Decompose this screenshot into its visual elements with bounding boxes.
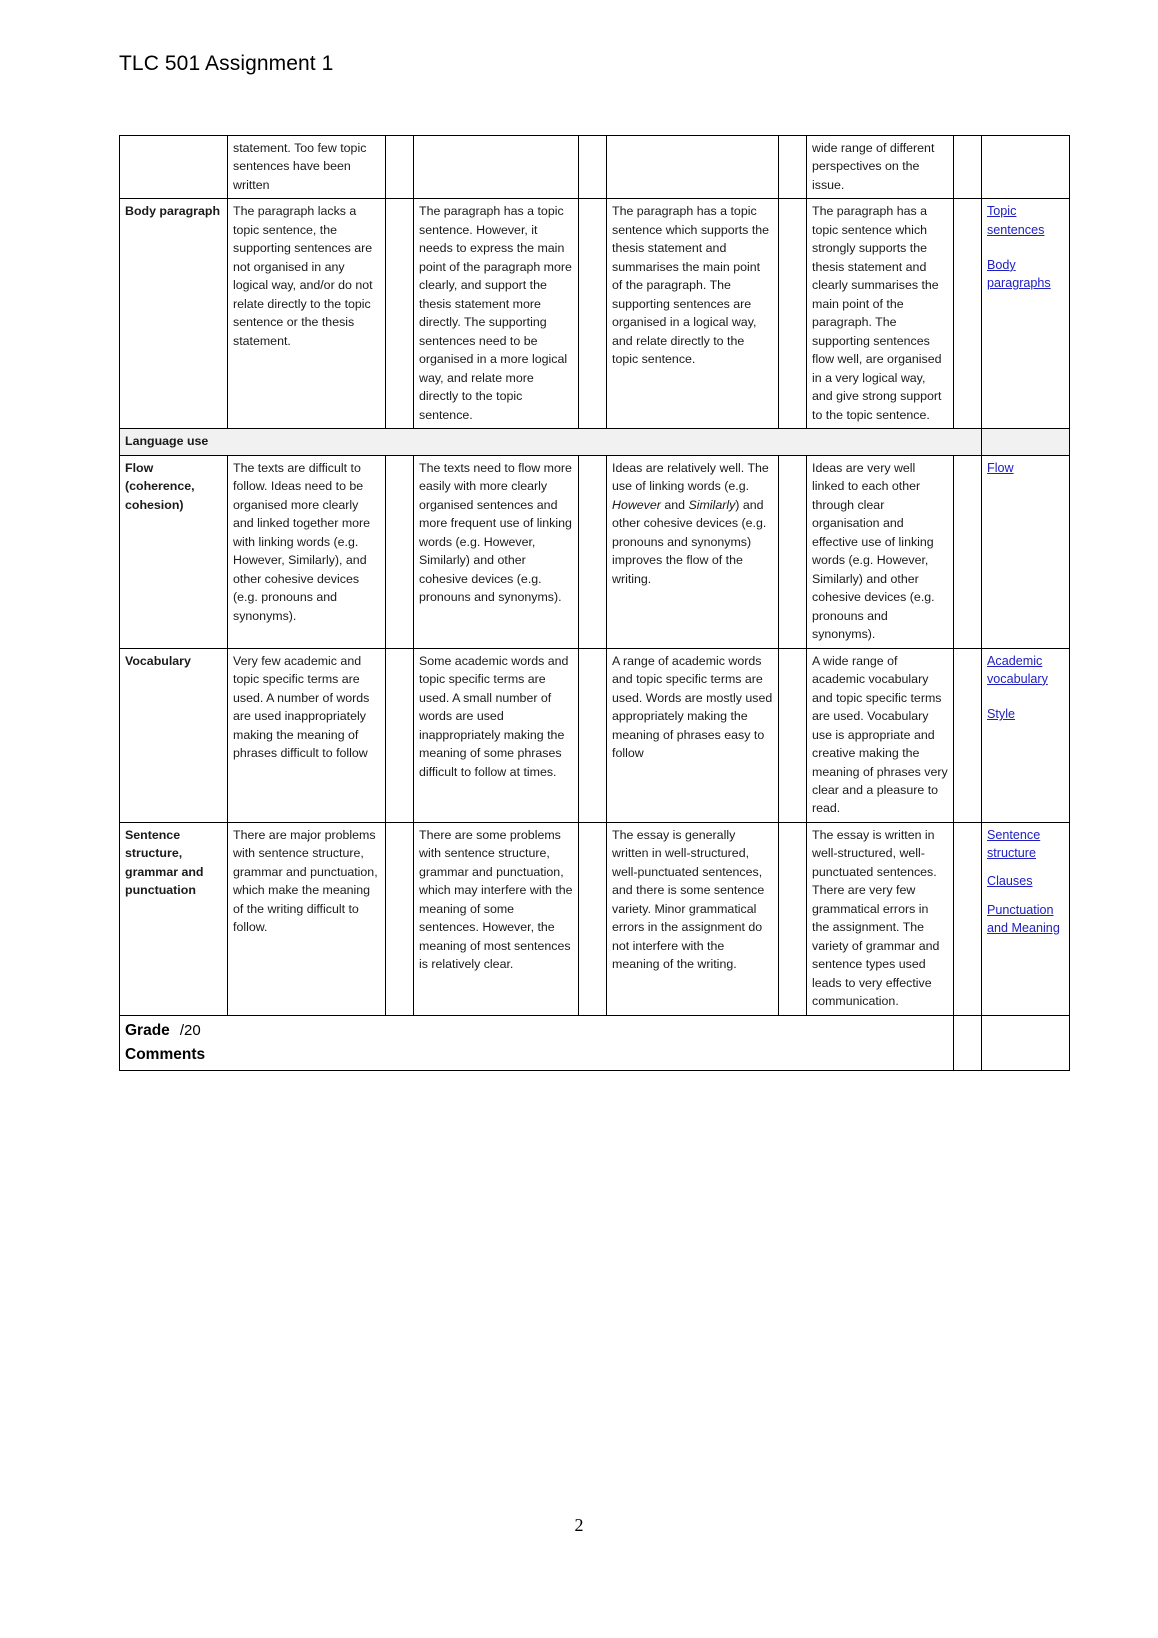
- section-header-spacer: [982, 429, 1070, 455]
- grade-line: [125, 1019, 948, 1043]
- spacer-cell-4: [954, 822, 982, 1015]
- comments-label: Comments: [125, 1045, 206, 1063]
- criterion-level-1: There are major problems with sentence structure, grammar and punctuation, which make the meaning of the writing difficult to follow.: [228, 822, 386, 1015]
- criterion-level-1: The paragraph lacks a topic sentence, the supporting sentences are not organised in any logical way, and/or do not relate directly to the topic sentence or the thesis statement.: [228, 199, 386, 429]
- link-sentence-structure[interactable]: Sentence structure: [987, 827, 1041, 861]
- spacer-cell-3: [779, 136, 807, 199]
- spacer-cell-2: [579, 648, 607, 822]
- table-row: [120, 199, 1070, 429]
- spacer-cell-1: [386, 648, 414, 822]
- link-topic-sentences[interactable]: Topic sentences: [987, 204, 1045, 237]
- grade-comments-cell[interactable]: [120, 1015, 954, 1070]
- section-header-language-use: Language use: [120, 429, 982, 455]
- row-label-flow: Flow (coherence, cohesion): [120, 455, 228, 648]
- spacer-cell-4: [954, 136, 982, 199]
- grade-out-of: /20: [179, 1021, 201, 1039]
- criterion-level-2: The texts need to flow more easily with more clearly organised sentences and more frequent use of linking words (e.g. However, Similarly) and other cohesive devices (e.g. pronouns and synonyms).: [414, 455, 579, 648]
- criterion-level-4: wide range of different perspectives on the issue.: [807, 136, 954, 199]
- assessment-rubric-table: [119, 135, 1070, 1071]
- table-row: [120, 648, 1070, 822]
- spacer-cell-1: [386, 136, 414, 199]
- criterion-level-4: A wide range of academic vocabulary and topic specific terms are used. Vocabulary use is appropriate and creative making the meaning of phrases very clear and a pleasure to read.: [807, 648, 954, 822]
- spacer-cell-1: [386, 822, 414, 1015]
- criterion-level-4: The paragraph has a topic sentence which strongly supports the thesis statement and clearly summarises the main point of the paragraph. The supporting sentences flow well, are organised in a very logical way, and give strong support to the topic sentence.: [807, 199, 954, 429]
- criterion-level-3: A range of academic words and topic specific terms are used. Words are mostly used appropriately making the meaning of phrases easy to follow: [607, 648, 779, 822]
- row-label-body-paragraph: Body paragraph: [120, 199, 228, 429]
- criterion-level-2: [414, 136, 579, 199]
- spacer-cell-3: [779, 455, 807, 648]
- criterion-level-1: Very few academic and topic specific terms are used. A number of words are used inappropriately making the meaning of phrases difficult to follow: [228, 648, 386, 822]
- link-style[interactable]: Style: [987, 707, 1015, 722]
- page-title: TLC 501 Assignment 1: [119, 52, 334, 75]
- link-clauses[interactable]: Clauses: [987, 874, 1033, 889]
- link-flow[interactable]: Flow: [987, 460, 1014, 475]
- spacer-cell-3: [779, 199, 807, 429]
- table-row: [120, 136, 1070, 199]
- grade-comments-row: [120, 1015, 1070, 1070]
- resource-links-cell: [982, 455, 1070, 648]
- spacer-cell-4: [954, 1015, 982, 1070]
- table-row: [120, 455, 1070, 648]
- row-label-vocabulary: Vocabulary: [120, 648, 228, 822]
- link-punctuation-and-meaning[interactable]: Punctuation and Meaning: [987, 902, 1060, 935]
- criterion-level-2: Some academic words and topic specific terms are used. A small number of words are used inappropriately making the meaning of some phrases difficult to follow at times.: [414, 648, 579, 822]
- resource-links-cell: [982, 648, 1070, 822]
- spacer-cell-1: [386, 199, 414, 429]
- spacer-cell-4: [954, 455, 982, 648]
- resource-links-cell: [982, 822, 1070, 1015]
- footer-links-cell: [982, 1015, 1070, 1070]
- criterion-level-2: There are some problems with sentence structure, grammar and punctuation, which may interfere with the meaning of some sentences. However, the meaning of most sentences is relatively clear.: [414, 822, 579, 1015]
- section-header-row: [120, 429, 1070, 455]
- spacer-cell-2: [579, 136, 607, 199]
- spacer-cell-2: [579, 455, 607, 648]
- grade-label: Grade: [125, 1021, 170, 1039]
- spacer-cell-4: [954, 648, 982, 822]
- criterion-level-3: The essay is generally written in well-structured, well-punctuated sentences, and there is some sentence variety. Minor grammatical errors in the assignment do not interfere with the meaning of the writing.: [607, 822, 779, 1015]
- criterion-level-1: The texts are difficult to follow. Ideas need to be organised more clearly and linked together more with linking words (e.g. However, Similarly), and other cohesive devices (e.g. pronouns and synonyms).: [228, 455, 386, 648]
- criterion-level-3: The paragraph has a topic sentence which supports the thesis statement and summarises the main point of the paragraph. The supporting sentences are organised in a logical way, and relate directly to the topic sentence.: [607, 199, 779, 429]
- spacer-cell-3: [779, 648, 807, 822]
- page-number: 2: [574, 1515, 584, 1535]
- spacer-cell-2: [579, 822, 607, 1015]
- row-label: [120, 136, 228, 199]
- row-label-sentence-structure: Sentence structure, grammar and punctuation: [120, 822, 228, 1015]
- spacer-cell-3: [779, 822, 807, 1015]
- criterion-level-4: The essay is written in well-structured, well-punctuated sentences. There are very few grammatical errors in the assignment. The variety of grammar and sentence types used leads to very effective communication.: [807, 822, 954, 1015]
- spacer-cell-2: [579, 199, 607, 429]
- spacer-cell-4: [954, 199, 982, 429]
- criterion-level-3: Ideas are relatively well. The use of linking words (e.g. However and Similarly) and other cohesive devices (e.g. pronouns and synonyms) improves the flow of the writing.: [607, 455, 779, 648]
- criterion-level-1: statement. Too few topic sentences have been written: [228, 136, 386, 199]
- criterion-level-4: Ideas are very well linked to each other through clear organisation and effective use of linking words (e.g. However, Similarly) and other cohesive devices (e.g. pronouns and synonyms).: [807, 455, 954, 648]
- resource-links-cell: [982, 136, 1070, 199]
- spacer-cell-1: [386, 455, 414, 648]
- table-row: [120, 822, 1070, 1015]
- criterion-level-2: The paragraph has a topic sentence. However, it needs to express the main point of the paragraph more clearly, and support the thesis statement more directly. The supporting sentences need to be organised in a more logical way, and relate more directly to the topic sentence.: [414, 199, 579, 429]
- link-academic-vocabulary[interactable]: Academic vocabulary: [987, 653, 1048, 686]
- resource-links-cell: [982, 199, 1070, 429]
- link-body-paragraphs[interactable]: Body paragraphs: [987, 257, 1051, 291]
- criterion-level-3: [607, 136, 779, 199]
